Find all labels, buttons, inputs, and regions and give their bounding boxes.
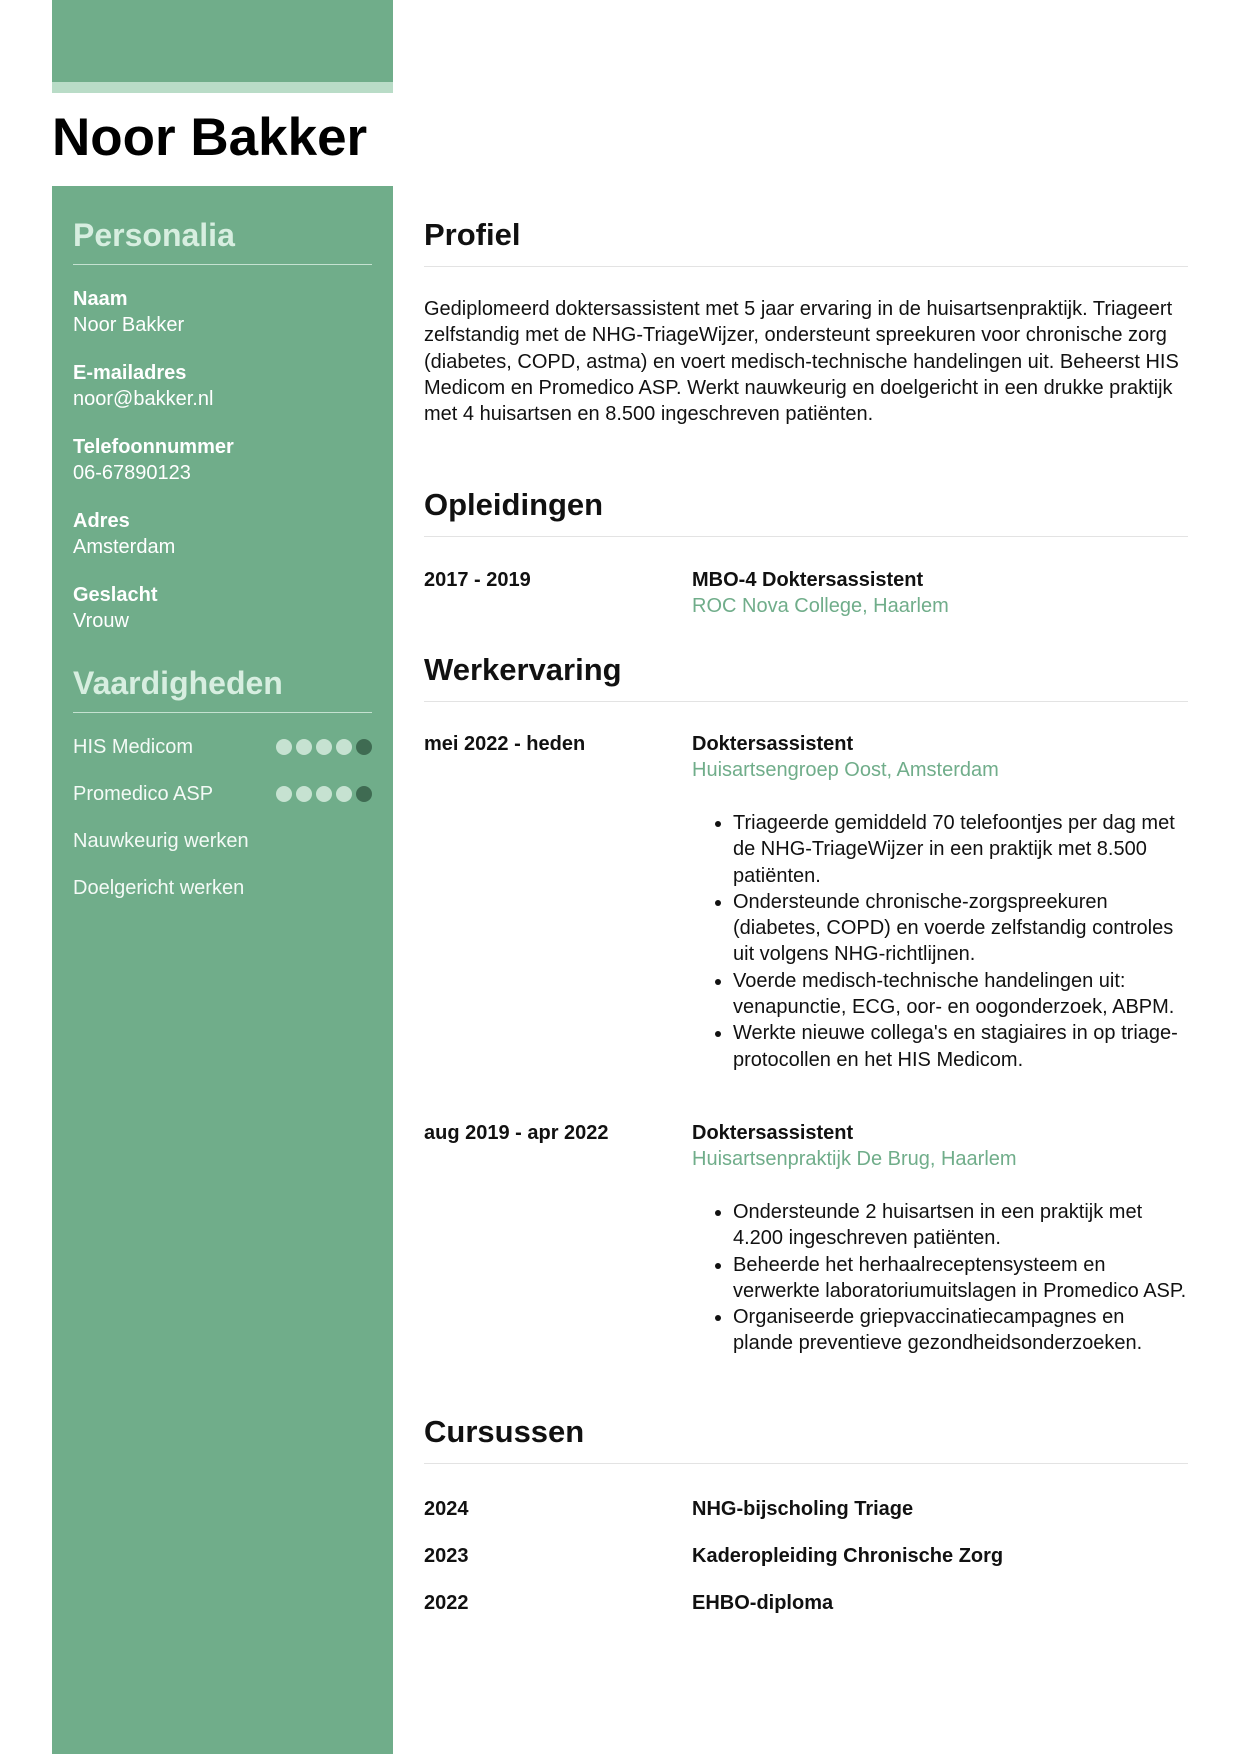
experience-title: Doktersassistent — [692, 1122, 854, 1144]
rating-dot-filled — [276, 739, 292, 755]
phone-value: 06-67890123 — [73, 462, 191, 484]
rating-dot-filled — [296, 739, 312, 755]
experience-bullet: • Organiseerde griepvaccinatiecampagnes en plande preventieve gezondheidsonderzoeken. — [733, 1304, 1188, 1357]
rating-dot-empty — [356, 739, 372, 755]
personalia-label: Telefoonnummer — [73, 436, 234, 458]
skills-list — [73, 734, 372, 922]
rating-dot-filled — [316, 739, 332, 755]
skill-item — [73, 875, 372, 901]
experience-bullet: • Triageerde gemiddeld 70 telefoontjes per dag met de NHG-TriageWijzer in een praktijk met 8.500 patiënten. — [733, 810, 1188, 889]
experience-employer: Huisartsengroep Oost, Amsterdam — [692, 759, 999, 781]
experience-heading: Werkervaring — [424, 651, 1188, 702]
skill-name: HIS Medicom — [73, 735, 194, 758]
experience-bullets — [692, 810, 1188, 1073]
skill-item — [73, 828, 372, 854]
email-value[interactable]: noor@bakker.nl — [73, 388, 214, 410]
skill-name: Doelgericht werken — [73, 876, 245, 899]
rating-dot-empty — [356, 786, 372, 802]
experience-bullet: • Ondersteunde 2 huisartsen in een praktijk met 4.200 ingeschreven patiënten. — [733, 1199, 1188, 1252]
personalia-label: Naam — [73, 288, 128, 310]
course-title: Kaderopleiding Chronische Zorg — [692, 1545, 1004, 1567]
education-period: 2017 - 2019 — [424, 569, 531, 591]
personalia-item-email — [73, 360, 372, 412]
address-value: Amsterdam — [73, 536, 176, 558]
rating-dot-filled — [296, 786, 312, 802]
skill-rating — [276, 786, 372, 802]
skill-rating — [276, 739, 372, 755]
personalia-item-name — [73, 286, 372, 338]
rating-dot-filled — [336, 739, 352, 755]
experience-employer: Huisartsenpraktijk De Brug, Haarlem — [692, 1148, 1017, 1170]
experience-period: aug 2019 - apr 2022 — [424, 1122, 609, 1144]
skill-name: Promedico ASP — [73, 782, 214, 805]
course-year: 2024 — [424, 1498, 469, 1520]
personalia-label: Geslacht — [73, 584, 158, 606]
experience-bullet: • Beheerde het herhaalreceptensysteem en verwerkte laboratoriumuitslagen in Promedico ASP. — [733, 1252, 1188, 1305]
education-heading: Opleidingen — [424, 486, 1188, 537]
education-institution: ROC Nova College, Haarlem — [692, 595, 949, 617]
course-title: EHBO-diploma — [692, 1592, 834, 1614]
personalia-list — [73, 286, 372, 656]
personalia-item-gender — [73, 582, 372, 634]
experience-bullet: • Werkte nieuwe collega's en stagiaires in op triage-protocollen en het HIS Medicom. — [733, 1020, 1188, 1073]
course-year: 2022 — [424, 1592, 469, 1614]
rating-dot-filled — [336, 786, 352, 802]
sidebar-header-block — [52, 0, 393, 82]
experience-bullets — [692, 1199, 1188, 1357]
rating-dot-filled — [276, 786, 292, 802]
experience-title: Doktersassistent — [692, 733, 854, 755]
skill-item — [73, 781, 372, 807]
experience-period: mei 2022 - heden — [424, 733, 586, 755]
skill-item — [73, 734, 372, 760]
personalia-heading: Personalia — [73, 216, 372, 265]
sidebar-header-stripe — [52, 82, 393, 93]
personalia-item-phone — [73, 434, 372, 486]
personalia-label: Adres — [73, 510, 130, 532]
personalia-item-address — [73, 508, 372, 560]
skill-name: Nauwkeurig werken — [73, 829, 249, 852]
gender-value: Vrouw — [73, 610, 129, 632]
experience-bullet: • Voerde medisch-technische handelingen uit: venapunctie, ECG, oor- en oogonderzoek, ABPM. — [733, 968, 1188, 1021]
courses-heading: Cursussen — [424, 1413, 1188, 1464]
course-year: 2023 — [424, 1545, 469, 1567]
candidate-name: Noor Bakker — [52, 108, 368, 167]
education-title: MBO-4 Doktersassistent — [692, 569, 924, 591]
course-title: NHG-bijscholing Triage — [692, 1498, 914, 1520]
personalia-label: E-mailadres — [73, 362, 187, 384]
sidebar — [52, 186, 393, 1754]
personalia-value: Noor Bakker — [73, 314, 185, 336]
profile-text: Gediplomeerd doktersassistent met 5 jaar ervaring in de huisartsenpraktijk. Triageert zelfstandig met de NHG-TriageWijzer, ondersteunt spreekuren voor chronische zorg (diabetes, COPD, astma) en voert medisch-technische handelingen uit. Beheerst HIS Medicom en Promedico ASP. Werkt nauwkeurig en doelgericht in een drukke praktijk met 4 huisartsen en 8.500 ingeschreven patiënten. — [424, 298, 1179, 426]
profile-heading: Profiel — [424, 216, 1188, 267]
experience-bullet: • Ondersteunde chronische-zorgspreekuren (diabetes, COPD) en voerde zelfstandig controles uit volgens NHG-richtlijnen. — [733, 889, 1188, 968]
skills-heading: Vaardigheden — [73, 664, 372, 713]
rating-dot-filled — [316, 786, 332, 802]
